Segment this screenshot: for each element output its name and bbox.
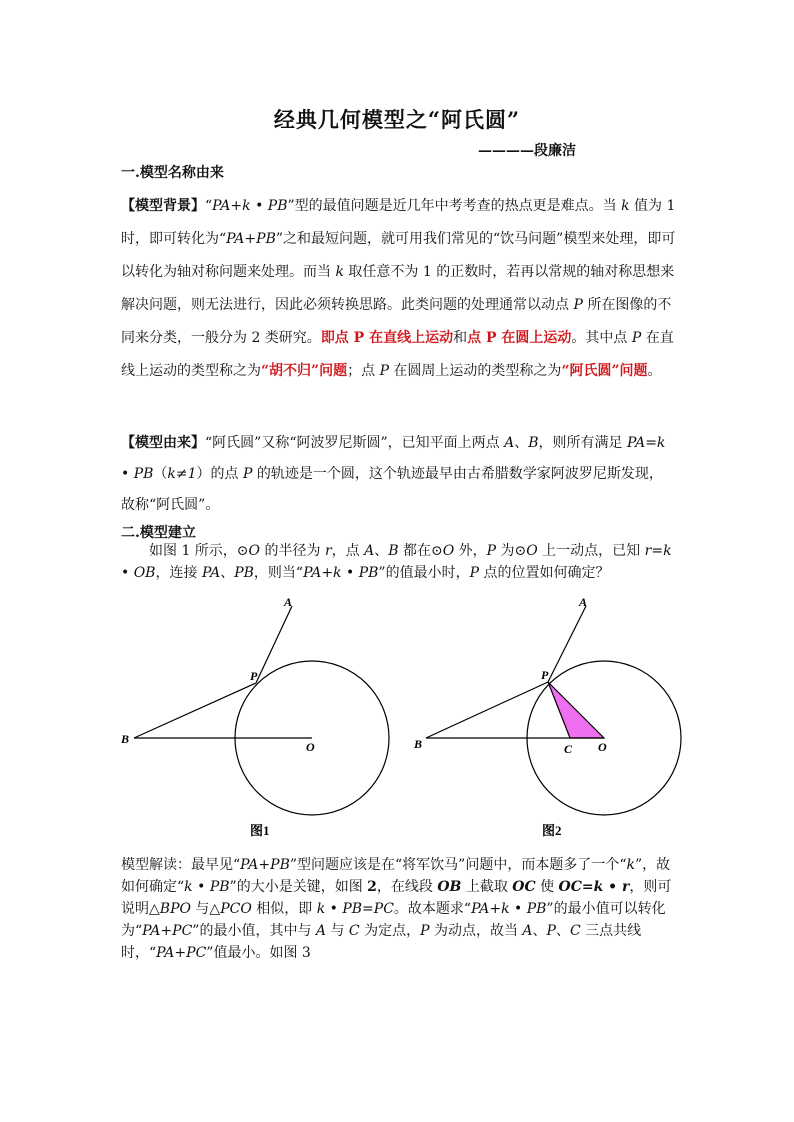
text: ”的值最小时，	[378, 565, 470, 581]
segment-bp	[134, 683, 256, 738]
text: 为⊙	[496, 543, 527, 559]
text: ）的点	[196, 466, 243, 482]
text: 与	[326, 923, 349, 939]
label-a-2: A	[579, 595, 588, 609]
text: 和	[453, 330, 468, 346]
label-p-2: P	[541, 668, 549, 682]
variable: PA	[201, 565, 221, 581]
text: 。其中点	[571, 330, 632, 346]
text: 相似，即	[251, 901, 317, 917]
text: 为定点，	[359, 923, 421, 939]
text: 、	[532, 923, 547, 939]
variable: P	[420, 923, 430, 939]
text: 。故本题求“	[393, 901, 472, 917]
section1-heading: 一.模型名称由来	[121, 165, 224, 181]
variable: B	[528, 435, 539, 451]
text: 上一动点，已知	[537, 543, 645, 559]
section2-heading: 二.模型建立	[121, 525, 196, 541]
label-b: B	[121, 732, 130, 746]
text: 使	[535, 879, 559, 895]
formula: r=k • OB	[121, 543, 672, 581]
figure-1-caption: 图1	[250, 823, 270, 838]
text: （	[153, 466, 168, 482]
label-o: O	[306, 740, 315, 754]
text: 外，	[454, 543, 487, 559]
page-title: 经典几何模型之“阿氏圆”	[273, 107, 521, 132]
formula: PA+PB	[240, 857, 290, 873]
variable: k	[626, 857, 635, 873]
text: ”型问题应该是在“将军饮马”问题中，而本题多了一个“	[289, 857, 627, 873]
author-line: ————段廉洁	[478, 143, 576, 159]
text: “阿氏圆”又称“阿波罗尼斯圆”，已知平面上两点	[205, 435, 505, 451]
text: 的半径为	[260, 543, 325, 559]
formula: PA+PC	[142, 923, 193, 939]
formula: OC=k • r	[558, 879, 630, 895]
text: 。	[647, 363, 662, 379]
formula: PA+k • PB	[212, 198, 288, 214]
variable: OB	[437, 879, 462, 895]
label-o-2: O	[598, 740, 607, 754]
text: 都在⊙	[398, 543, 443, 559]
formula: PA+PC	[156, 945, 207, 961]
text: 为动点，故当	[429, 923, 523, 939]
variable: P	[243, 466, 253, 482]
text: 三点共线时，“	[121, 923, 642, 961]
text: ，则所有满足	[538, 435, 627, 451]
text: 如图 1 所示，⊙	[149, 543, 249, 559]
formula: PA+k • PB	[471, 901, 547, 917]
formula: PA+k • PB	[303, 565, 379, 581]
text: 的轨迹是一个圆，这个轨迹最早由古希腊数学家阿波罗尼斯发现，故称“阿氏圆”。	[121, 466, 663, 513]
analysis-paragraph	[121, 854, 676, 964]
label-p: P	[250, 669, 258, 683]
text: 、	[220, 565, 235, 581]
variable: A	[504, 435, 515, 451]
text: ，在线段	[376, 879, 438, 895]
variable: A	[364, 543, 375, 559]
variable: P	[486, 543, 497, 559]
text: ”型的最值问题是近几年中考考查的热点更是难点。当	[287, 198, 622, 214]
highlight-text: “胡不归”问题	[261, 363, 348, 379]
text: 与△	[190, 901, 221, 917]
variable: r	[324, 543, 332, 559]
text: ”之和最短问题，就可用我们常见的“饮马问题”模型来处理，即可以转化为轴对称问题来处理。而当	[121, 231, 676, 280]
text: 值为 1 时，即可转化为“	[121, 198, 676, 247]
formula: PA+PB	[226, 231, 276, 247]
text: 、	[514, 435, 529, 451]
variable: O	[442, 543, 455, 559]
formula: k • PB	[184, 879, 230, 895]
variable: P	[631, 330, 642, 346]
number: 2	[367, 879, 377, 895]
text: 在直线上运动的类型称之为	[121, 330, 674, 379]
text: ，则当“	[253, 565, 304, 581]
highlight-text: 即点 P 在直线上运动	[320, 330, 454, 346]
text: 上截取	[461, 879, 513, 895]
text: ”的最小值可以转化为“	[121, 901, 666, 939]
formula: k • PB=PC	[316, 901, 394, 917]
variable: P	[573, 297, 583, 313]
triangle-pco	[548, 682, 604, 738]
variable: B	[388, 543, 399, 559]
formula: PA=k • PB	[121, 435, 666, 482]
text: 在圆周上运动的类型称之为	[388, 363, 562, 379]
variable: k	[621, 198, 630, 214]
variable: PB	[234, 565, 254, 581]
variable: P	[469, 565, 479, 581]
segment-bp-2	[426, 682, 548, 738]
variable: k	[335, 264, 344, 280]
variable: A	[315, 923, 327, 939]
text: ”，故如何确定“	[121, 857, 671, 895]
variable: PCO	[220, 901, 252, 917]
formula: k≠1	[167, 466, 197, 482]
variable: OC	[512, 879, 536, 895]
variable: O	[248, 543, 261, 559]
origin-label: 【模型由来】	[121, 435, 205, 451]
background-label: 【模型背景】	[121, 198, 205, 214]
text: ”值最小。如图 3	[206, 945, 311, 961]
variable: BPO	[159, 901, 191, 917]
figure-2-caption: 图2	[542, 823, 562, 838]
variable: C	[348, 923, 360, 939]
text: ”的最小值，其中与	[192, 923, 316, 939]
label-a: A	[284, 595, 293, 609]
variable: C	[569, 923, 581, 939]
text: ，连接	[155, 565, 202, 581]
text: 点的位置如何确定？	[479, 565, 610, 581]
text: 、	[374, 543, 389, 559]
text: “	[205, 198, 213, 214]
text: 所在图像的不同来分类，一般分为 2 类研究。	[121, 297, 672, 346]
text: 模型解读：最早见“	[121, 857, 241, 873]
label-b-2: B	[414, 737, 423, 751]
variable: P	[379, 363, 389, 379]
variable: A	[522, 923, 533, 939]
variable: P	[546, 923, 556, 939]
text: ，点	[331, 543, 365, 559]
text: ；点	[347, 363, 380, 379]
highlight-text: “阿氏圆”问题	[561, 363, 648, 379]
highlight-text: 点 P 在圆上运动	[467, 330, 572, 346]
text: ，则可说明△	[121, 879, 672, 917]
variable: O	[526, 543, 538, 559]
label-c: C	[564, 742, 573, 756]
text: ”的大小是关键，如图	[229, 879, 368, 895]
text: 取任意不为 1 的正数时，若再以常规的轴对称思想来解决问题，则无法进行，因此必须转换思路。此类问题的处理通常以动点	[121, 264, 675, 313]
text: 、	[555, 923, 570, 939]
